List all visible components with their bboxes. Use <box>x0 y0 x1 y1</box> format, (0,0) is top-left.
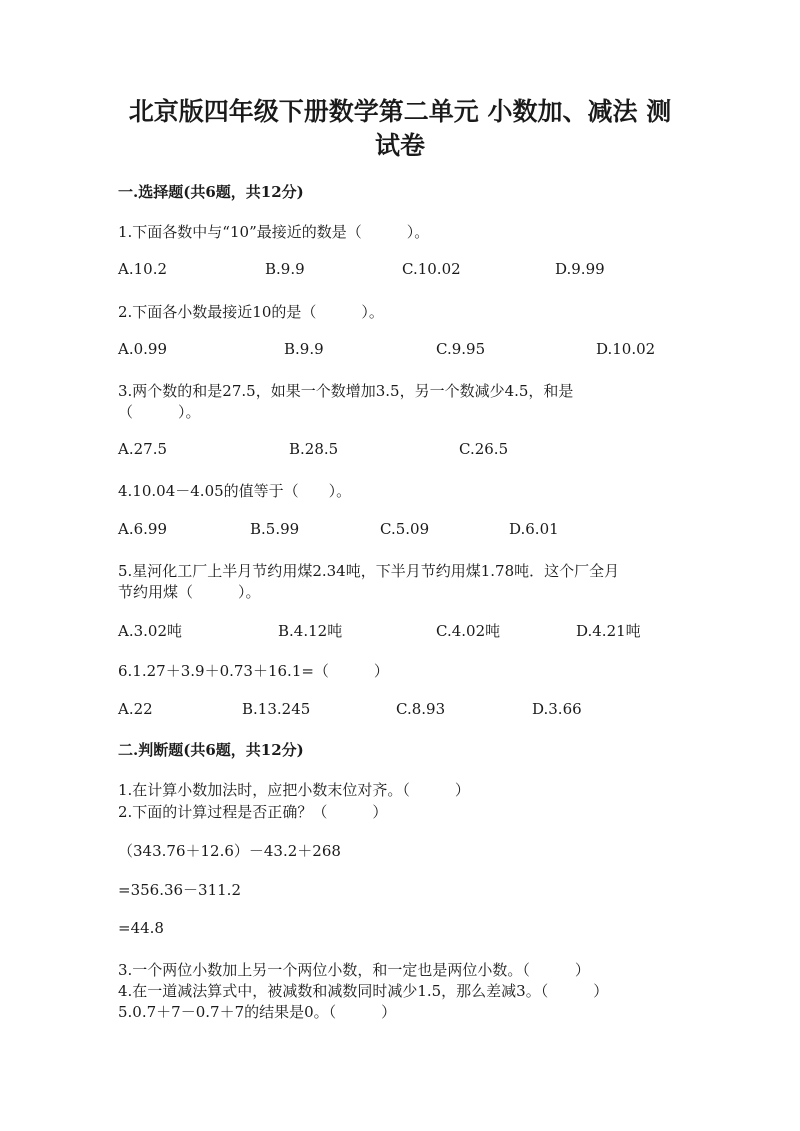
question-stem-cont: 节约用煤（ ）。 <box>118 583 261 601</box>
section-heading-judge: 二.判断题(共6题，共12分) <box>118 741 304 759</box>
option-d: D.10.02 <box>596 340 656 358</box>
option-d: D.9.99 <box>555 260 605 278</box>
option-b: B.9.9 <box>265 260 305 278</box>
calc-line: =356.36－311.2 <box>118 881 241 899</box>
option-a: A.27.5 <box>118 440 167 458</box>
option-c: C.4.02吨 <box>436 622 501 640</box>
option-d: D.4.21吨 <box>576 622 641 640</box>
page-title-line2: 试卷 <box>374 131 425 160</box>
section-heading-choice: 一.选择题(共6题，共12分) <box>118 183 304 201</box>
option-c: C.9.95 <box>436 340 486 358</box>
question-stem: 1.下面各数中与“10”最接近的数是（ ）。 <box>118 223 430 241</box>
option-b: B.28.5 <box>289 440 339 458</box>
question-stem: 2.下面各小数最接近10的是（ ）。 <box>118 303 384 321</box>
question-stem: 4.10.04－4.05的值等于（ ）。 <box>118 482 352 500</box>
question-stem-cont: （ ）。 <box>118 403 201 421</box>
question-stem: 3.两个数的和是27.5，如果一个数增加3.5，另一个数减少4.5，和是 <box>118 382 574 400</box>
option-a: A.0.99 <box>118 340 167 358</box>
judge-item: 2.下面的计算过程是否正确？（ ） <box>118 803 388 821</box>
option-b: B.5.99 <box>250 520 300 538</box>
option-a: A.6.99 <box>118 520 167 538</box>
option-d: D.3.66 <box>532 700 582 718</box>
question-stem: 5.星河化工厂上半月节约用煤2.34吨，下半月节约用煤1.78吨．这个厂全月 <box>118 562 620 580</box>
option-b: B.9.9 <box>284 340 324 358</box>
calc-line: （343.76＋12.6）－43.2＋268 <box>118 842 341 860</box>
option-a: A.10.2 <box>118 260 167 278</box>
option-b: B.4.12吨 <box>278 622 343 640</box>
option-c: C.26.5 <box>459 440 509 458</box>
question-stem: 6.1.27＋3.9＋0.73＋16.1=（ ） <box>118 662 389 680</box>
judge-item: 3.一个两位小数加上另一个两位小数，和一定也是两位小数。（ ） <box>118 961 590 979</box>
judge-item: 4.在一道减法算式中，被减数和减数同时减少1.5，那么差减3。（ ） <box>118 982 609 1000</box>
option-c: C.10.02 <box>402 260 461 278</box>
option-a: A.3.02吨 <box>118 622 182 640</box>
page-title-line1: 北京版四年级下册数学第二单元 小数加、减法 测 <box>128 97 672 126</box>
option-b: B.13.245 <box>242 700 311 718</box>
option-a: A.22 <box>118 700 153 718</box>
judge-item: 1.在计算小数加法时，应把小数末位对齐。（ ） <box>118 781 470 799</box>
option-c: C.5.09 <box>380 520 430 538</box>
option-d: D.6.01 <box>509 520 559 538</box>
judge-item: 5.0.7＋7－0.7＋7的结果是0。（ ） <box>118 1003 397 1021</box>
calc-line: =44.8 <box>118 919 164 937</box>
option-c: C.8.93 <box>396 700 446 718</box>
